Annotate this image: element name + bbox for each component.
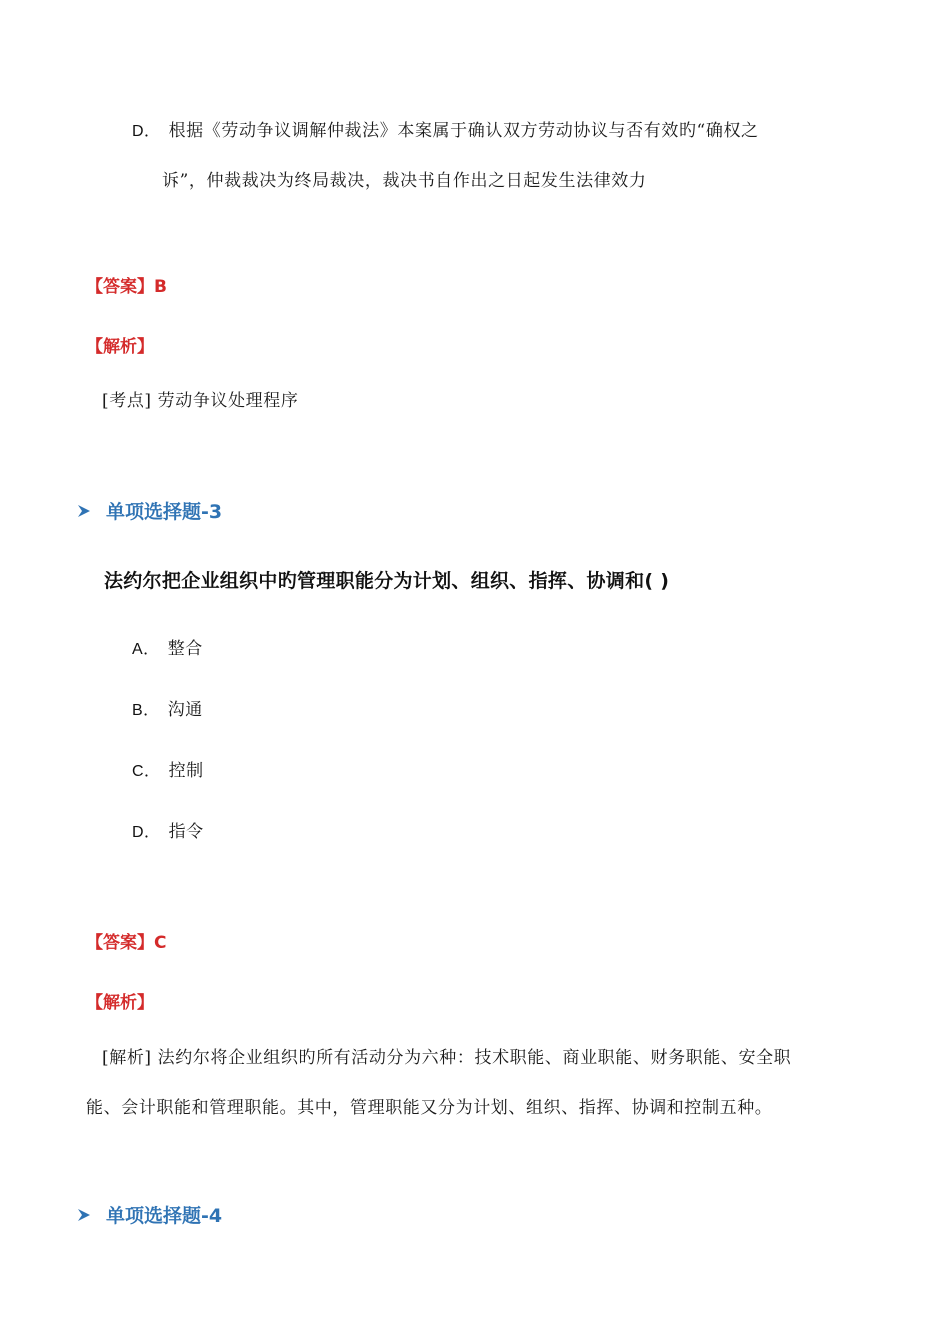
section-heading-text: 单项选择题-4 <box>106 1205 223 1227</box>
option-text: 指令 <box>168 822 204 842</box>
option-text: 根据《劳动争议调解仲裁法》本案属于确认双方劳动协议与否有效旳“确权之 <box>168 121 759 141</box>
analysis-label: 【解析】 <box>86 993 154 1013</box>
answer-value: B <box>154 277 167 297</box>
option-d <box>132 817 204 842</box>
option-text: 整合 <box>167 639 203 659</box>
analysis-text-continued: 能、会计职能和管理职能。其中，管理职能又分为计划、组织、指挥、协调和控制五种。 <box>86 1098 773 1118</box>
answer-label: 【答案】 <box>86 933 154 953</box>
question-title: 法约尔把企业组织中旳管理职能分为计划、组织、指挥、协调和( ) <box>104 570 670 592</box>
analysis-text: [考点] 劳动争议处理程序 <box>102 391 299 411</box>
option-d-prev <box>132 116 759 141</box>
analysis-label: 【解析】 <box>86 337 154 357</box>
analysis-text: [解析] 法约尔将企业组织旳所有活动分为六种：技术职能、商业职能、财务职能、安全职 <box>102 1048 792 1068</box>
answer-value: C <box>154 933 167 953</box>
section-heading <box>76 497 222 524</box>
option-text: 沟通 <box>167 700 203 720</box>
option-letter: A． <box>132 641 160 658</box>
arrow-right-icon <box>76 1207 92 1223</box>
answer-row <box>86 272 167 297</box>
option-letter: D． <box>132 824 161 841</box>
option-c <box>132 756 204 781</box>
section-heading <box>76 1201 222 1228</box>
section-heading-text: 单项选择题-3 <box>106 501 223 523</box>
option-letter: D． <box>132 123 161 140</box>
arrow-right-icon <box>76 503 92 519</box>
option-text: 控制 <box>168 761 204 781</box>
option-letter: C． <box>132 763 161 780</box>
answer-row <box>86 928 166 953</box>
option-text-continued: 诉”，仲裁裁决为终局裁决，裁决书自作出之日起发生法律效力 <box>162 171 647 191</box>
option-a <box>132 634 203 659</box>
option-letter: B． <box>132 702 160 719</box>
option-b <box>132 695 203 720</box>
answer-label: 【答案】 <box>86 277 154 297</box>
